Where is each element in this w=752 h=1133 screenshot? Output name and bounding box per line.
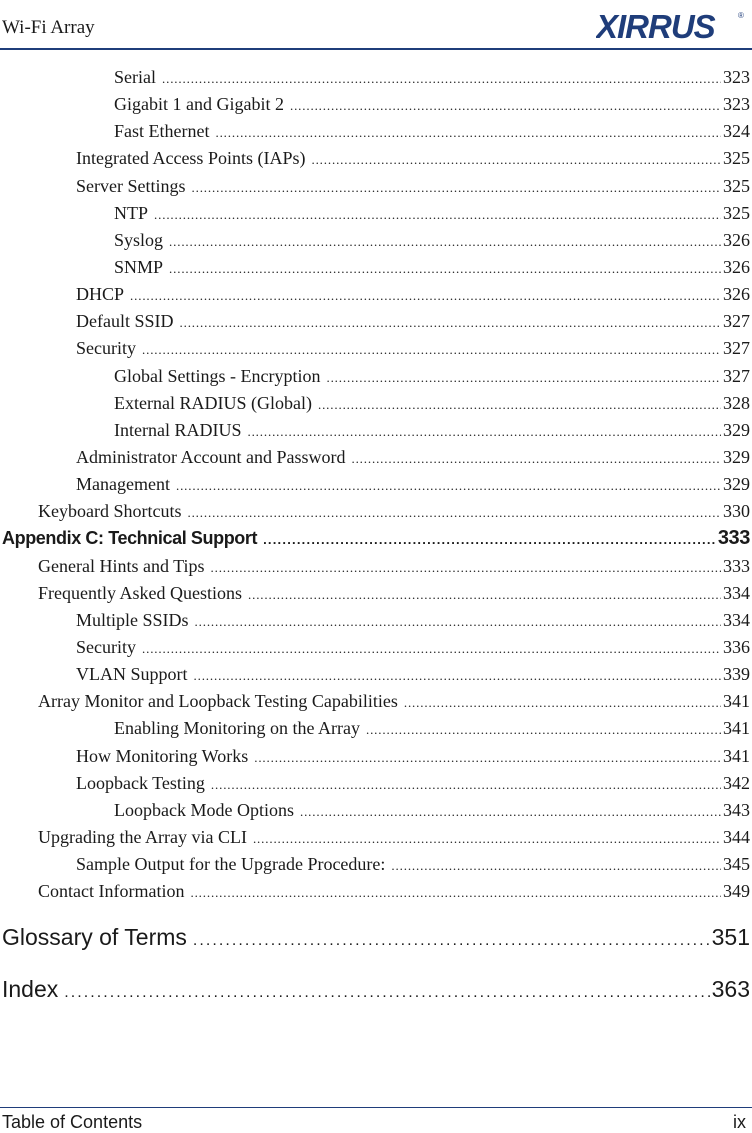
dot-leader bbox=[187, 499, 721, 526]
toc-entry-label: VLAN Support bbox=[76, 664, 188, 685]
footer-page-number: ix bbox=[733, 1112, 746, 1132]
toc-entry-page: 341 bbox=[723, 691, 750, 712]
toc-entry[interactable] bbox=[0, 254, 752, 281]
toc-entry-label: NTP bbox=[114, 202, 149, 223]
dot-leader bbox=[318, 391, 721, 418]
toc-entry-label: Enabling Monitoring on the Array bbox=[114, 718, 360, 739]
toc-entry-page: 334 bbox=[723, 582, 750, 603]
toc-entry-label: External RADIUS (Global) bbox=[114, 392, 312, 413]
footer-section-title: Table of Contents bbox=[2, 1112, 143, 1132]
toc-entry-page: 329 bbox=[723, 419, 750, 440]
toc-entry-label: Internal RADIUS bbox=[114, 419, 242, 440]
toc-entry[interactable] bbox=[0, 308, 752, 335]
dot-leader bbox=[263, 526, 716, 553]
toc-entry[interactable] bbox=[0, 743, 752, 770]
toc-entry-label: Fast Ethernet bbox=[114, 121, 210, 142]
dot-leader bbox=[391, 852, 721, 879]
toc-entry[interactable] bbox=[0, 607, 752, 634]
dot-leader bbox=[351, 445, 721, 472]
toc-entry-page: 336 bbox=[723, 636, 750, 657]
toc-entry-label: Upgrading the Array via CLI bbox=[38, 826, 247, 847]
page-header bbox=[0, 0, 752, 48]
toc-entry[interactable] bbox=[0, 417, 752, 444]
toc-appendix-heading[interactable] bbox=[0, 525, 752, 552]
toc-entry[interactable] bbox=[0, 878, 752, 905]
toc-entry-label: Frequently Asked Questions bbox=[38, 582, 242, 603]
toc-entry-label: Loopback Mode Options bbox=[114, 799, 294, 820]
toc-entry-label: Gigabit 1 and Gigabit 2 bbox=[114, 94, 284, 115]
toc-entry[interactable] bbox=[0, 634, 752, 661]
dot-leader bbox=[169, 255, 721, 282]
toc-entry-label: SNMP bbox=[114, 256, 164, 277]
toc-entry[interactable] bbox=[0, 281, 752, 308]
toc-entry-label: Loopback Testing bbox=[76, 772, 205, 793]
dot-leader bbox=[211, 554, 722, 581]
toc-entry[interactable] bbox=[0, 824, 752, 851]
xirrus-logo bbox=[596, 8, 746, 42]
toc-entry-label: Appendix C: Technical Support bbox=[2, 528, 258, 549]
toc-entry[interactable] bbox=[0, 498, 752, 525]
toc-entry[interactable] bbox=[0, 145, 752, 172]
toc-entry-page: 329 bbox=[723, 474, 750, 495]
toc-entry[interactable] bbox=[0, 797, 752, 824]
toc-entry[interactable] bbox=[0, 661, 752, 688]
running-head-title: Wi-Fi Array bbox=[2, 17, 95, 38]
dot-leader bbox=[169, 228, 721, 255]
header-rule bbox=[0, 48, 752, 50]
toc-entry[interactable] bbox=[0, 200, 752, 227]
toc-entry-label: General Hints and Tips bbox=[38, 555, 205, 576]
toc-entry-page: 327 bbox=[723, 365, 750, 386]
toc-entry-page: 323 bbox=[723, 94, 750, 115]
toc-entry-page: 351 bbox=[711, 924, 750, 951]
dot-leader bbox=[247, 418, 721, 445]
toc-entry-label: Syslog bbox=[114, 229, 164, 250]
toc-entry-page: 341 bbox=[723, 745, 750, 766]
toc-entry-label: Global Settings - Encryption bbox=[114, 365, 321, 386]
toc-entry-label: Array Monitor and Loopback Testing Capabilities bbox=[38, 691, 398, 712]
toc-entry[interactable] bbox=[0, 715, 752, 742]
toc-entry-label: Multiple SSIDs bbox=[76, 609, 189, 630]
toc-entry[interactable] bbox=[0, 335, 752, 362]
dot-leader bbox=[195, 608, 721, 635]
dot-leader bbox=[253, 825, 721, 852]
toc-entry[interactable] bbox=[0, 471, 752, 498]
toc-entry[interactable] bbox=[0, 390, 752, 417]
toc-entry-label: Administrator Account and Password bbox=[76, 446, 346, 467]
toc-entry-page: 330 bbox=[723, 501, 750, 522]
toc-entry-page: 324 bbox=[723, 121, 750, 142]
toc-entry-label: Serial bbox=[114, 67, 156, 87]
toc-entry-label: How Monitoring Works bbox=[76, 745, 249, 766]
dot-leader bbox=[130, 282, 721, 309]
toc-entry[interactable] bbox=[0, 770, 752, 797]
toc-entry[interactable] bbox=[0, 363, 752, 390]
dot-leader bbox=[290, 92, 721, 119]
toc-entry-page: 341 bbox=[723, 718, 750, 739]
dot-leader bbox=[366, 716, 721, 743]
toc-entry[interactable] bbox=[0, 580, 752, 607]
toc-glossary-heading[interactable] bbox=[0, 917, 752, 957]
toc-entry-label: DHCP bbox=[76, 284, 125, 305]
dot-leader bbox=[193, 921, 710, 961]
toc-entry-label: Sample Output for the Upgrade Procedure: bbox=[76, 854, 386, 875]
toc-entry-page: 325 bbox=[723, 148, 750, 169]
toc-entry-page: 344 bbox=[723, 826, 750, 847]
dot-leader bbox=[190, 879, 721, 906]
toc-entry-label: Management bbox=[76, 474, 170, 495]
dot-leader bbox=[142, 635, 721, 662]
toc-entry-page: 328 bbox=[723, 392, 750, 413]
toc-entry-page: 327 bbox=[723, 311, 750, 332]
dot-leader bbox=[64, 973, 709, 1013]
toc-entry[interactable] bbox=[0, 688, 752, 715]
toc-entry[interactable] bbox=[0, 118, 752, 145]
toc-entry-page: 325 bbox=[723, 175, 750, 196]
toc-entry[interactable] bbox=[0, 553, 752, 580]
toc-entry-label: Default SSID bbox=[76, 311, 174, 332]
dot-leader bbox=[180, 309, 722, 336]
toc-entry-label: Index bbox=[2, 976, 59, 1003]
toc-entry-page: 327 bbox=[723, 338, 750, 359]
toc-entry[interactable] bbox=[0, 227, 752, 254]
toc-entry[interactable] bbox=[0, 64, 752, 91]
toc-entry-page: 334 bbox=[723, 609, 750, 630]
registered-mark: ® bbox=[738, 11, 744, 20]
table-of-contents bbox=[0, 64, 752, 1009]
dot-leader bbox=[154, 201, 721, 228]
toc-entry-page: 326 bbox=[723, 256, 750, 277]
dot-leader bbox=[142, 336, 721, 363]
dot-leader bbox=[404, 689, 721, 716]
toc-entry[interactable] bbox=[0, 173, 752, 200]
toc-entry-page: 333 bbox=[723, 555, 750, 576]
dot-leader bbox=[254, 744, 721, 771]
dot-leader bbox=[176, 472, 721, 499]
toc-entry-page: 326 bbox=[723, 229, 750, 250]
toc-entry[interactable] bbox=[0, 851, 752, 878]
toc-entry-page: 349 bbox=[723, 881, 750, 902]
toc-entry-page: 343 bbox=[723, 799, 750, 820]
dot-leader bbox=[215, 119, 721, 146]
toc-entry-page: 342 bbox=[723, 772, 750, 793]
toc-index-heading[interactable] bbox=[0, 969, 752, 1009]
dot-leader bbox=[300, 798, 721, 825]
spacer bbox=[0, 905, 752, 917]
toc-entry-label: Contact Information bbox=[38, 881, 185, 902]
toc-entry-label: Server Settings bbox=[76, 175, 186, 196]
toc-entry-page: 323 bbox=[723, 67, 750, 87]
dot-leader bbox=[326, 364, 721, 391]
logo-wordmark: XIRRUS bbox=[596, 8, 715, 42]
toc-entry[interactable] bbox=[0, 91, 752, 118]
footer-rule bbox=[0, 1107, 752, 1108]
dot-leader bbox=[162, 65, 721, 92]
toc-entry-page: 329 bbox=[723, 446, 750, 467]
toc-entry-label: Glossary of Terms bbox=[2, 924, 187, 951]
toc-entry-label: Security bbox=[76, 338, 136, 359]
dot-leader bbox=[311, 146, 721, 173]
toc-entry-label: Keyboard Shortcuts bbox=[38, 501, 182, 522]
toc-entry-page: 325 bbox=[723, 202, 750, 223]
toc-entry-page: 333 bbox=[717, 527, 750, 550]
dot-leader bbox=[192, 174, 722, 201]
dot-leader bbox=[211, 771, 721, 798]
toc-entry-label: Integrated Access Points (IAPs) bbox=[76, 148, 306, 169]
toc-entry-page: 326 bbox=[723, 284, 750, 305]
dot-leader bbox=[248, 581, 721, 608]
toc-entry[interactable] bbox=[0, 444, 752, 471]
toc-entry-page: 339 bbox=[723, 664, 750, 685]
toc-entry-page: 345 bbox=[723, 854, 750, 875]
dot-leader bbox=[194, 662, 722, 689]
toc-entry-label: Security bbox=[76, 636, 136, 657]
toc-entry-page: 363 bbox=[711, 976, 750, 1003]
